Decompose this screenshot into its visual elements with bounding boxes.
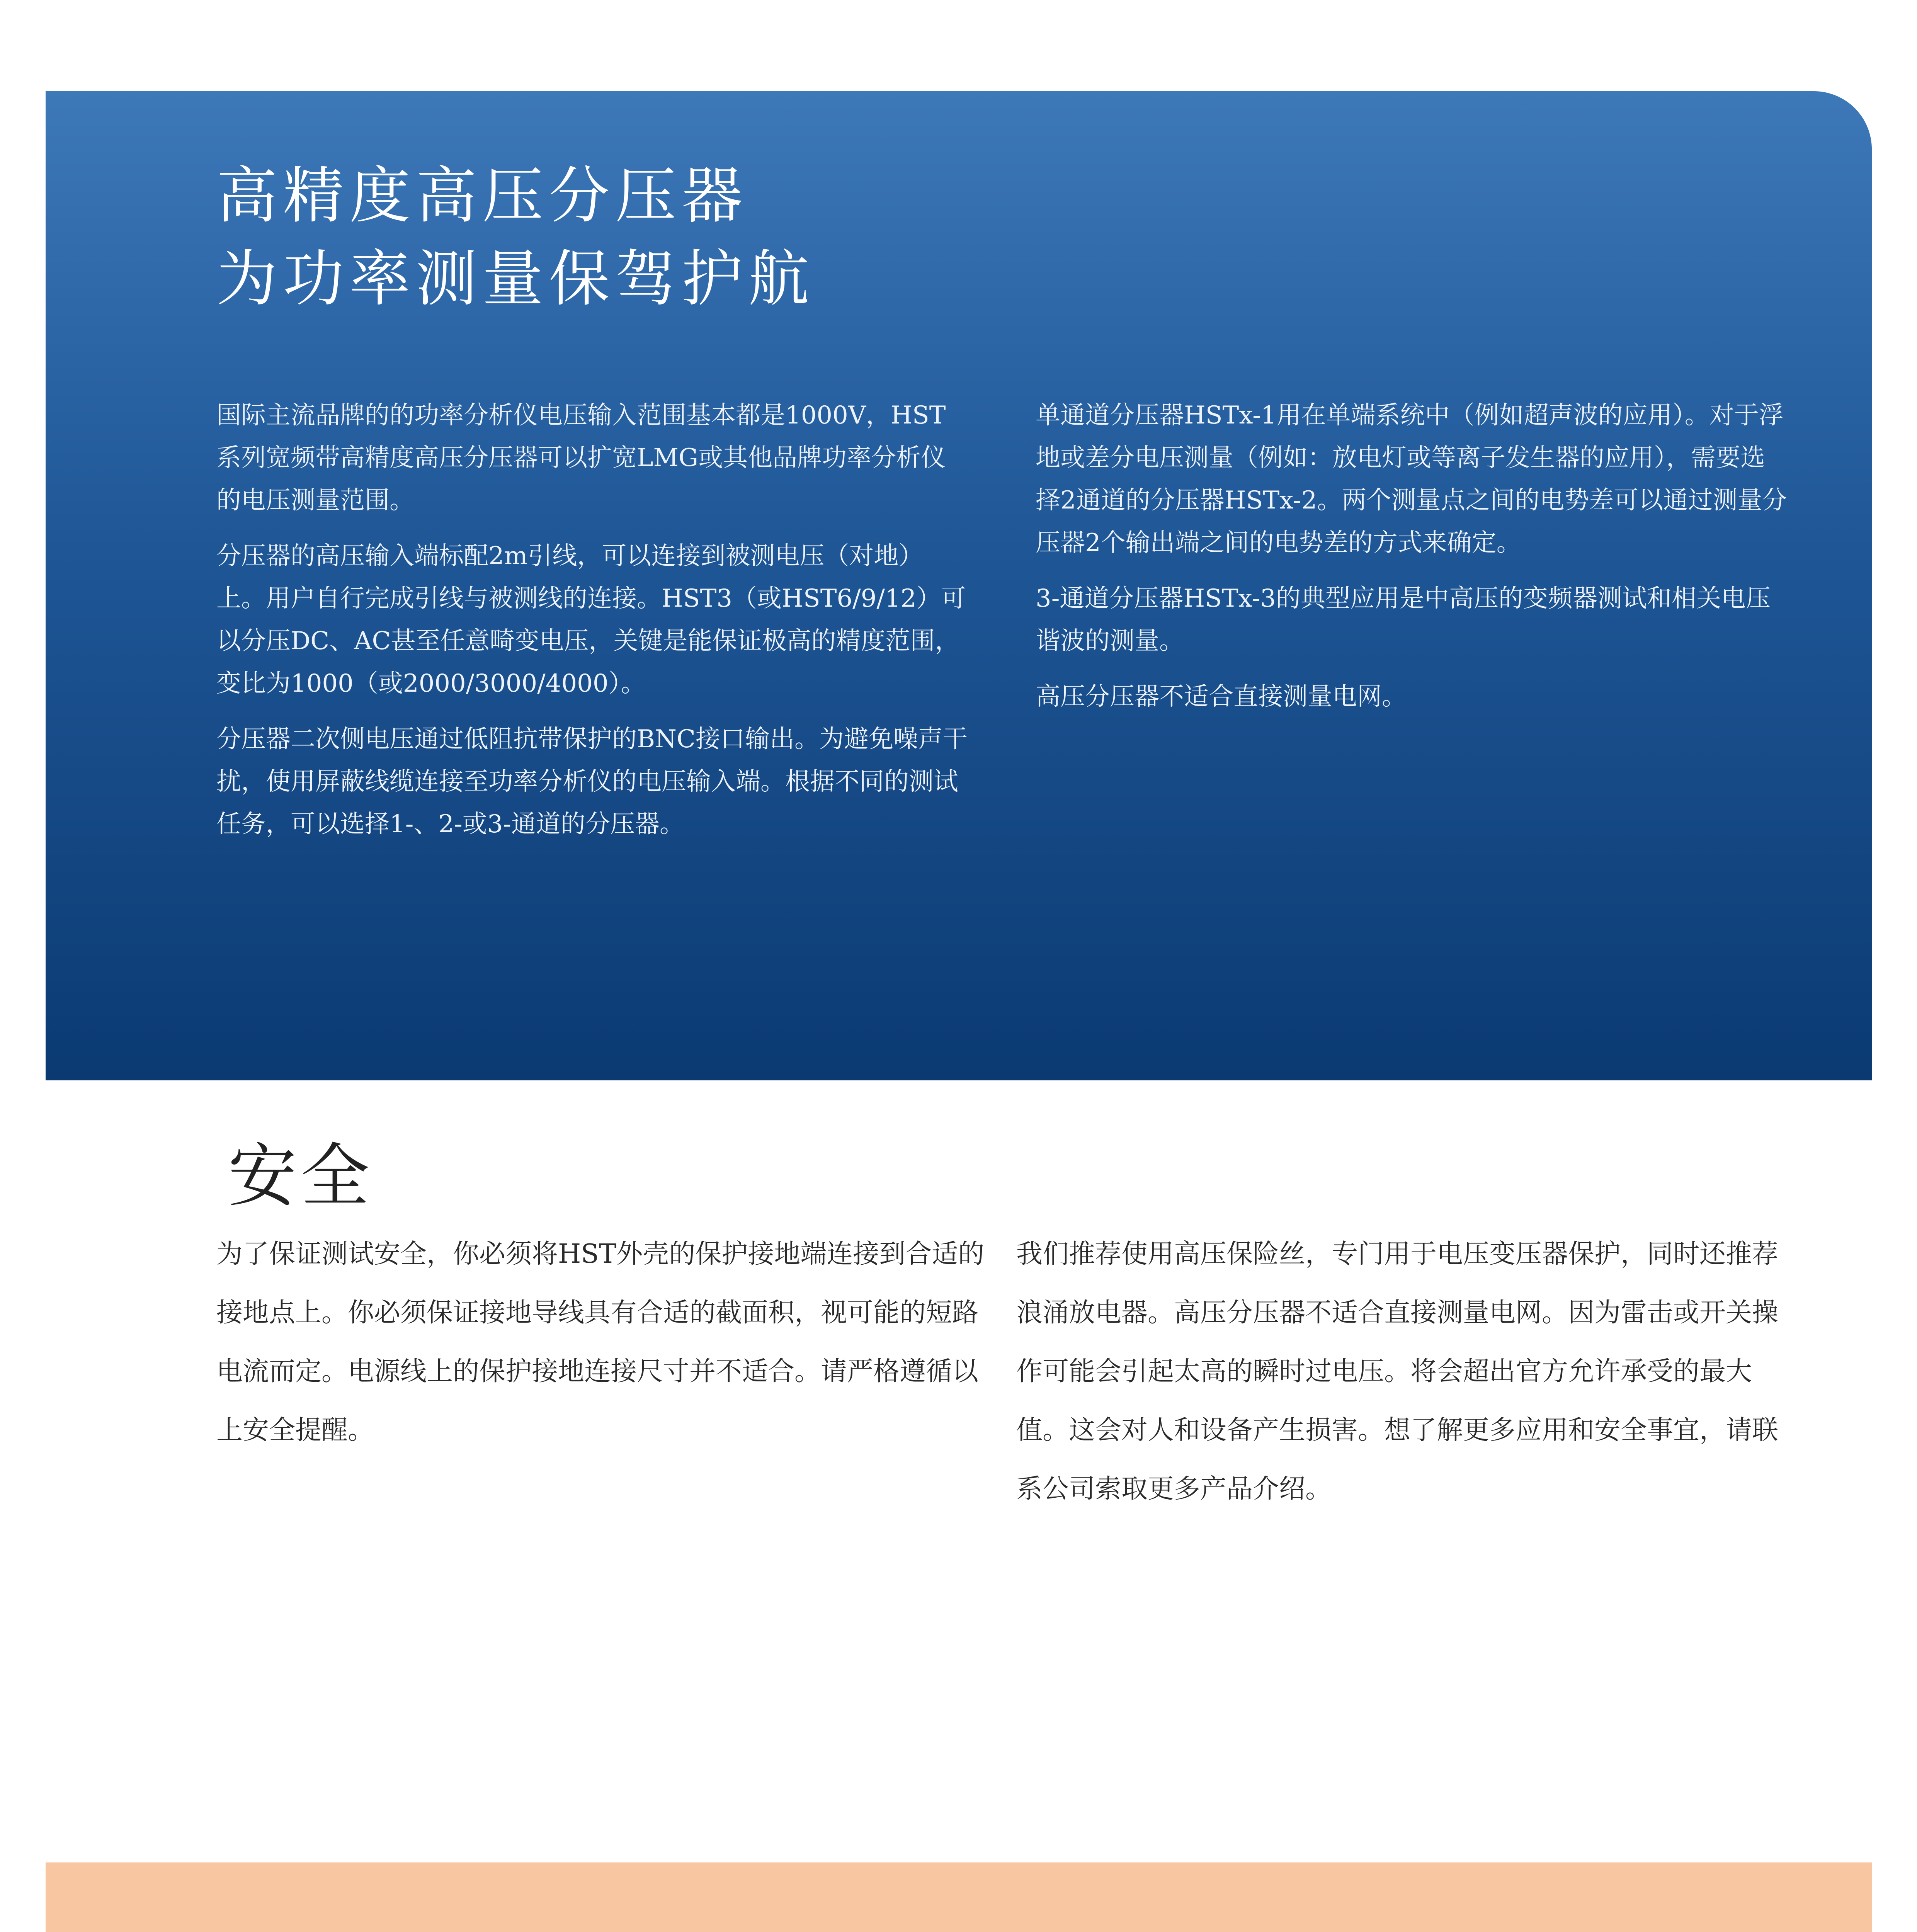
intro-paragraph: 国际主流品牌的的功率分析仪电压输入范围基本都是1000V，HST系列宽频带高精度高压分压器可以扩宽LMG或其他品牌功率分析仪的电压测量范围。 [216, 401, 946, 515]
intro-paragraph: 3-通道分压器HSTx-3的典型应用是中高压的变频器测试和相关电压谐波的测量。 [1036, 584, 1771, 655]
intro-paragraph: 分压器的高压输入端标配2m引线，可以连接到被测电压（对地）上。用户自行完成引线与被测线的连接。HST3（或HST6/9/12）可以分压DC、AC甚至任意畸变电压，关键是能保证极高的精度范围，变比为1000（或2000/3000/4000）。 [216, 542, 966, 698]
safety-heading: 安全 [228, 1136, 373, 1216]
safety-paragraph: 我们推荐使用高压保险丝，专门用于电压变压器保护，同时还推荐浪涌放电器。高压分压器不适合直接测量电网。因为雷击或开关操作可能会引起太高的瞬时过电压。将会超出官方允许承受的最大值。这会对人和设备产生损害。想了解更多应用和安全事宜，请联系公司索取更多产品介绍。 [1016, 1239, 1779, 1504]
safety-paragraph: 为了保证测试安全，你必须将HST外壳的保护接地端连接到合适的接地点上。你必须保证接地导线具有合适的截面积，视可能的短路电流而定。电源线上的保护接地连接尺寸并不适合。请严格遵循以上安全提醒。 [216, 1239, 985, 1446]
intro-paragraph: 高压分压器不适合直接测量电网。 [1036, 682, 1407, 711]
hero-title-line-1: 高精度高压分压器 [216, 160, 748, 231]
intro-paragraph: 分压器二次侧电压通过低阻抗带保护的BNC接口输出。为避免噪声干扰，使用屏蔽线缆连接至功率分析仪的电压输入端。根据不同的测试任务，可以选择1-、2-或3-通道的分压器。 [216, 725, 968, 838]
intro-paragraph: 单通道分压器HSTx-1用在单端系统中（例如超声波的应用）。对于浮地或差分电压测量（例如：放电灯或等离子发生器的应用），需要选择2通道的分压器HSTx-2。两个测量点之间的电势差可以通过测量分压器2个输出端之间的电势差的方式来确定。 [1036, 401, 1787, 557]
hero-title-line-2: 为功率测量保驾护航 [216, 243, 815, 315]
